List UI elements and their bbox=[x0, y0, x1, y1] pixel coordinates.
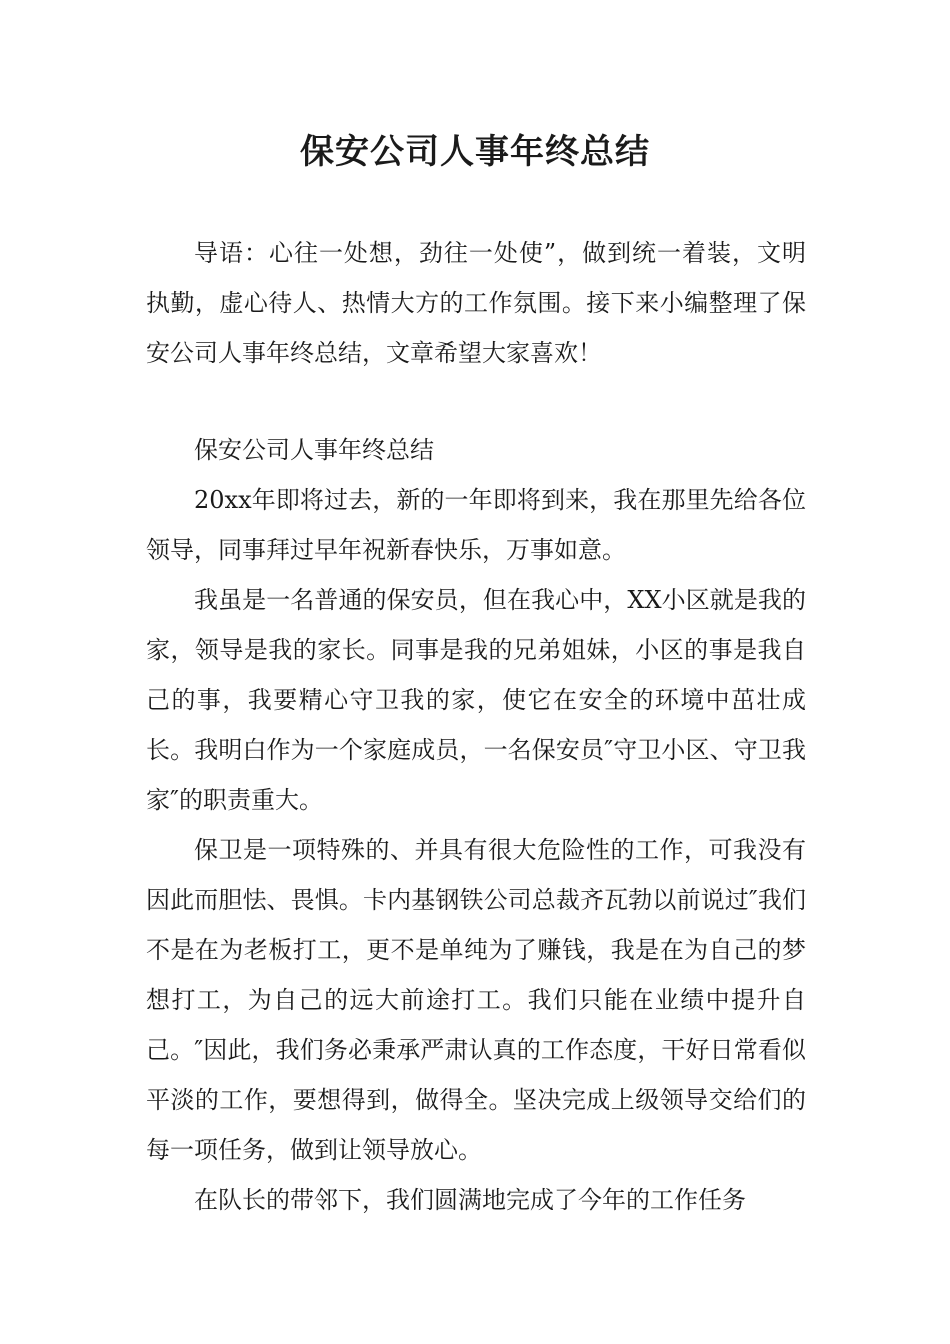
body-paragraph-1: 20xx年即将过去，新的一年即将到来，我在那里先给各位领导，同事拜过早年祝新春快乐，万事如意。 bbox=[146, 486, 806, 564]
section-heading: 保安公司人事年终总结 bbox=[194, 436, 434, 464]
document-title: 保安公司人事年终总结 bbox=[300, 132, 650, 172]
body-paragraph-2: 我虽是一名普通的保安员，但在我心中，XX小区就是我的家，领导是我的家长。同事是我的兄弟姐妹，小区的事是我自己的事，我要精心守卫我的家，使它在安全的环境中茁壮成长。我明白作为一个家庭成员，一名保安员″守卫小区、守卫我家″的职责重大。 bbox=[146, 586, 806, 814]
main-body bbox=[146, 425, 806, 1225]
body-paragraph-4: 在队长的带邻下，我们圆满地完成了今年的工作任务 bbox=[194, 1186, 746, 1214]
intro-block bbox=[146, 228, 806, 378]
intro-paragraph: 导语：心往一处想，劲往一处使”，做到统一着装，文明执勤，虚心待人、热情大方的工作氛围。接下来小编整理了保安公司人事年终总结，文章希望大家喜欢！ bbox=[146, 239, 806, 367]
body-paragraph-3: 保卫是一项特殊的、并具有很大危险性的工作，可我没有因此而胆怯、畏惧。卡内基钢铁公司总裁齐瓦勃以前说过″我们不是在为老板打工，更不是单纯为了赚钱，我是在为自己的梦想打工，为自己的远大前途打工。我们只能在业绩中提升自己。″因此，我们务必秉承严肃认真的工作态度，干好日常看似平淡的工作，要想得到，做得全。坚决完成上级领导交给们的每一项任务，做到让领导放心。 bbox=[146, 836, 806, 1164]
